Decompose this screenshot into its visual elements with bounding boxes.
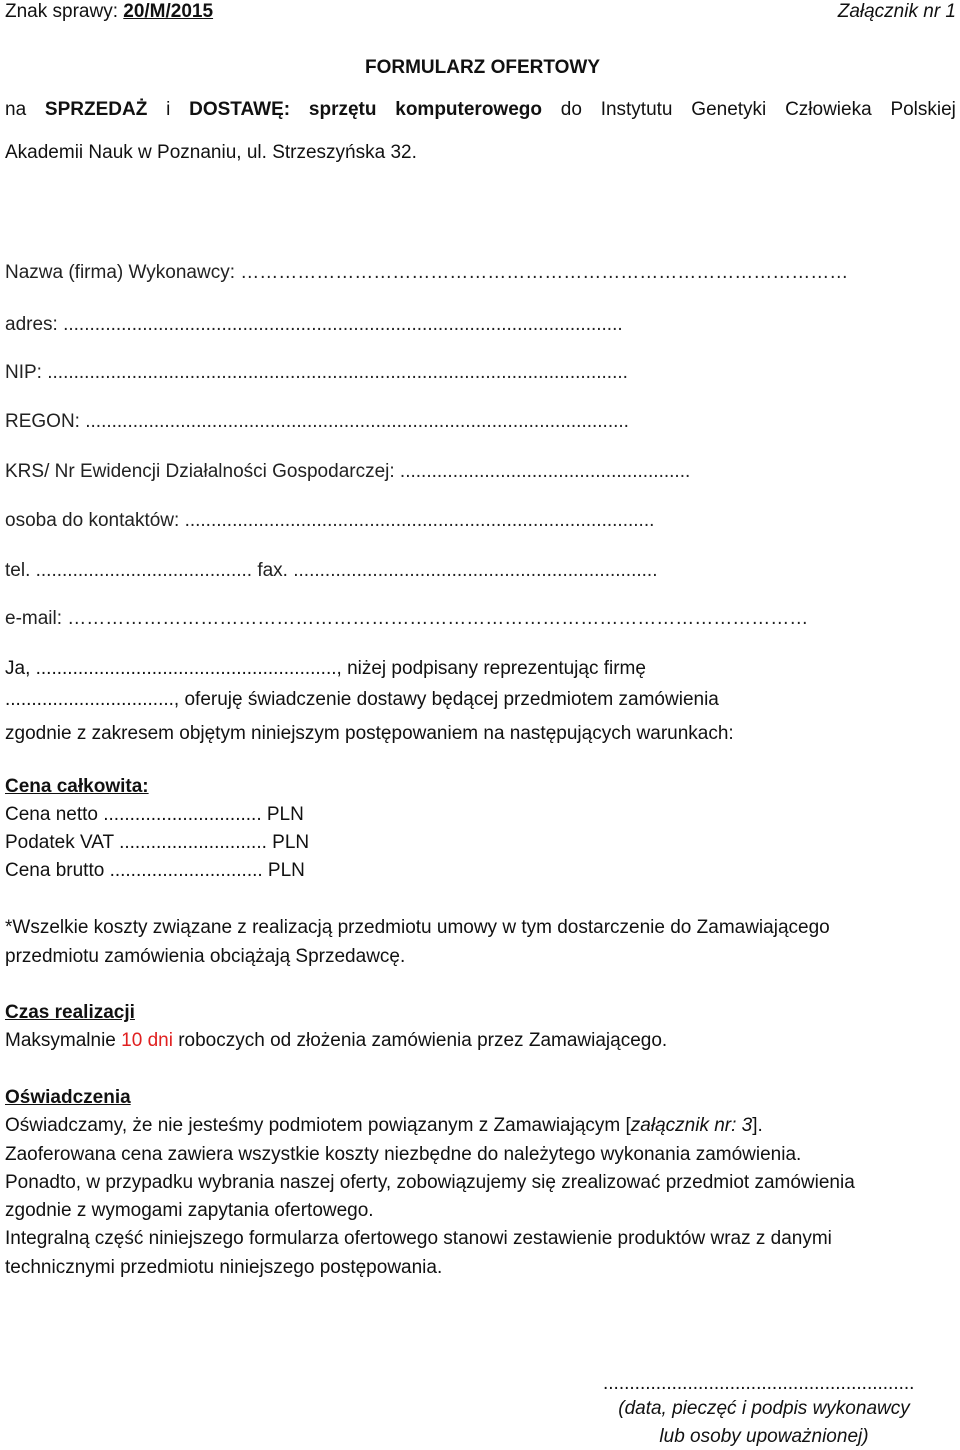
subject-word: Instytutu	[600, 99, 673, 120]
gross-price-row: Cena brutto ............................. PLN	[5, 860, 305, 881]
declaration-line-2: ................................, oferuję świadczenie dostawy będącej przedmiotem zamówienia	[5, 689, 719, 710]
statement-line-2: Zaoferowana cena zawiera wszystkie koszty niezbędne do należytego wykonania zamówienia.	[5, 1144, 802, 1165]
statement-line-6: technicznymi przedmiotu niniejszego postępowania.	[5, 1257, 443, 1278]
statements-heading: Oświadczenia	[5, 1087, 131, 1108]
signature-caption-1: (data, pieczęć i podpis wykonawcy	[618, 1398, 910, 1419]
costs-note-line-1: *Wszelkie koszty związane z realizacją przedmiotu umowy w tym dostarczenie do Zamawiającego	[5, 917, 830, 938]
subject-word: komputerowego	[395, 99, 542, 120]
subject-word: Genetyki	[691, 99, 767, 120]
regon-field: REGON: .......................................................................................................	[5, 411, 629, 432]
statement-line-3: Ponadto, w przypadku wybrania naszej oferty, zobowiązujemy się zrealizować przedmiot zamówienia	[5, 1172, 855, 1193]
declaration-line-3: zgodnie z zakresem objętym niniejszym postępowaniem na następujących warunkach:	[5, 723, 734, 744]
subject-line-1	[5, 98, 956, 122]
subject-word: Polskiej	[890, 99, 956, 120]
case-reference	[5, 0, 213, 24]
subject-word: sprzętu	[308, 99, 377, 120]
subject-word: Człowieka	[785, 99, 872, 120]
statement-line-1	[5, 1114, 763, 1138]
signature-line: ...........................................................	[603, 1373, 915, 1394]
nip-field: NIP: ..............................................................................................................	[5, 362, 628, 383]
statement-line-4: zgodnie z wymogami zapytania ofertowego.	[5, 1200, 374, 1221]
realization-prefix: Maksymalnie	[5, 1030, 122, 1051]
price-heading: Cena całkowita:	[5, 776, 149, 797]
net-price-row: Cena netto .............................. PLN	[5, 804, 304, 825]
costs-note-line-2: przedmiotu zamówienia obciążają Sprzedawcę.	[5, 946, 406, 967]
attachment-reference: załącznik nr: 3	[630, 1115, 753, 1136]
krs-field: KRS/ Nr Ewidencji Działalności Gospodarczej: .......................................................	[5, 461, 691, 482]
subject-word: SPRZEDAŻ	[44, 99, 148, 120]
case-label: Znak sprawy:	[5, 1, 124, 22]
attachment-label: Załącznik nr 1	[837, 1, 956, 22]
realization-suffix: roboczych od złożenia zamówienia przez Zamawiającego.	[172, 1030, 668, 1051]
phone-fax-field: tel. ......................................... fax. .....................................................................	[5, 560, 658, 581]
declaration-line-1: Ja, ........................................................., niżej podpisany reprezentując firmę	[5, 658, 646, 679]
subject-word: i	[166, 99, 171, 120]
statement-line-5: Integralną część niniejszego formularza ofertowego stanowi zestawienie produktów wraz z danymi	[5, 1228, 832, 1249]
statement-end: ].	[752, 1115, 763, 1136]
case-number: 20/M/2015	[123, 1, 214, 22]
contact-person-field: osoba do kontaktów: .........................................................................................	[5, 510, 655, 531]
subject-line-2: Akademii Nauk w Poznaniu, ul. Strzeszyńska 32.	[5, 142, 417, 163]
realization-days: 10 dni	[121, 1030, 173, 1051]
statement-text: Oświadczamy, że nie jesteśmy podmiotem powiązanym z Zamawiającym [	[5, 1115, 631, 1136]
vat-row: Podatek VAT ............................ PLN	[5, 832, 310, 853]
subject-word: na	[5, 99, 27, 120]
form-title: FORMULARZ OFERTOWY	[364, 57, 600, 78]
signature-caption-2: lub osoby upoważnionej)	[659, 1426, 869, 1447]
address-field: adres: ..........................................................................................................	[5, 314, 623, 335]
subject-word: DOSTAWĘ:	[189, 99, 291, 120]
realization-heading: Czas realizacji	[5, 1002, 135, 1023]
subject-word: do	[560, 99, 582, 120]
company-name-field: Nazwa (firma) Wykonawcy: ……………………………………………………………………………………	[5, 262, 849, 283]
email-field: e-mail: ………………………………………………………………………………………………………	[5, 608, 809, 629]
realization-text	[5, 1029, 667, 1053]
